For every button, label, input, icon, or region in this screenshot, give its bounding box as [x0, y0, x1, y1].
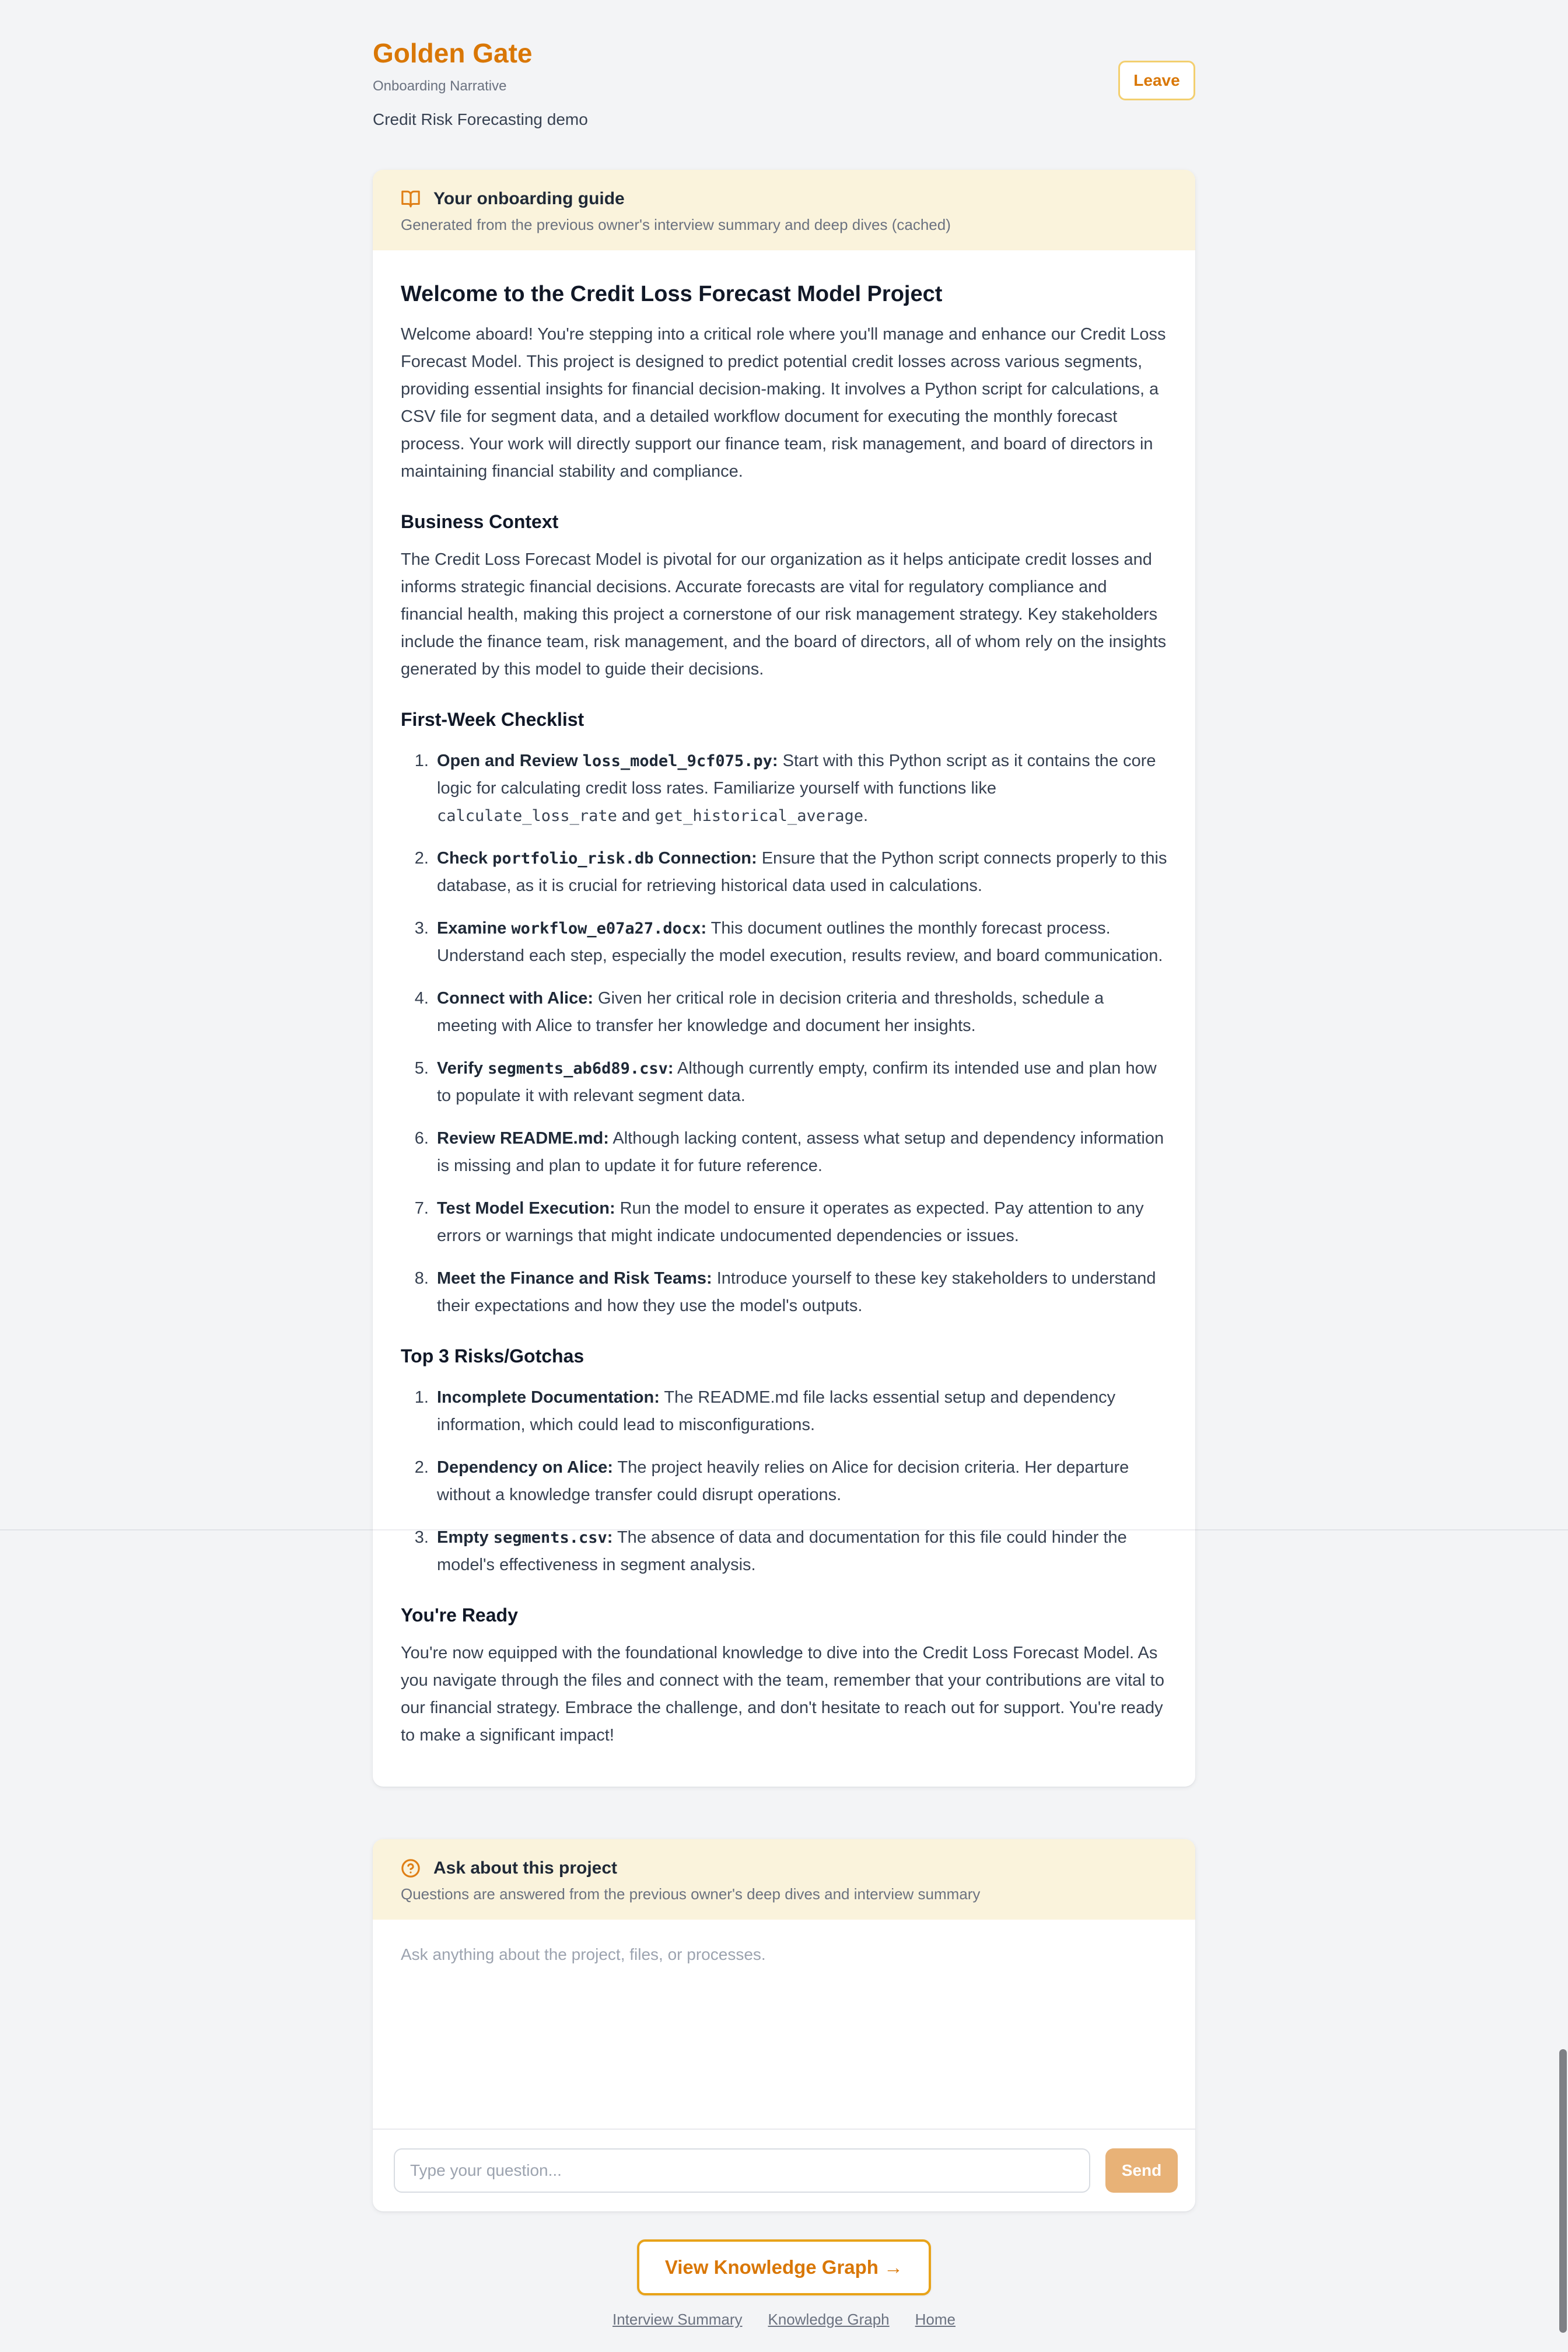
question-input[interactable]	[394, 2148, 1090, 2193]
text-run: Dependency on Alice:	[437, 1458, 613, 1477]
guide-section-heading: You're Ready	[401, 1605, 518, 1626]
guide-list-item	[433, 1454, 1167, 1509]
text-run: segments.csv	[493, 1529, 607, 1547]
text-run: portfolio_risk.db	[492, 850, 654, 868]
text-run: segments_ab6d89.csv	[488, 1060, 668, 1078]
guide-banner-title: Your onboarding guide	[433, 189, 625, 208]
guide-list-item	[433, 747, 1167, 830]
text-run: Examine	[437, 919, 512, 938]
text-run: Although lacking content, assess what setup and dependency information is missing and plan to update it for future reference.	[437, 1129, 1164, 1175]
guide-list-item	[433, 1524, 1167, 1579]
guide-banner-subtitle: Generated from the previous owner's interview summary and deep dives (cached)	[401, 216, 951, 233]
footer-link-home[interactable]: Home	[915, 2311, 956, 2328]
text-run: calculate_loss_rate	[437, 807, 617, 825]
ask-banner	[373, 1839, 1195, 1920]
page-header	[373, 37, 1195, 130]
guide-list-item	[433, 1055, 1167, 1110]
guide-list-item	[433, 1384, 1167, 1439]
text-run: Introduce yourself to these key stakeholders to understand their expectations and how they use the model's outputs.	[437, 1269, 1156, 1315]
guide-paragraph	[401, 546, 1167, 683]
ask-banner-title-row	[401, 1858, 1167, 1879]
text-run: The README.md file lacks essential setup and dependency information, which could lead to misconfigurations.	[437, 1388, 1116, 1434]
guide-list-item	[433, 845, 1167, 900]
text-run: :	[772, 752, 778, 770]
guide-list-item	[433, 1195, 1167, 1250]
guide-paragraph	[401, 321, 1167, 485]
guide-list-item	[433, 1265, 1167, 1320]
chat-empty-state: Ask anything about the project, files, or processes.	[401, 1945, 766, 1963]
text-run: loss_model_9cf075.py	[582, 752, 772, 770]
guide-list	[401, 1384, 1167, 1579]
guide-section-heading: Welcome to the Credit Loss Forecast Model Project	[401, 282, 943, 306]
guide-section-heading: Top 3 Risks/Gotchas	[401, 1346, 584, 1367]
guide-list	[401, 747, 1167, 1320]
text-run: Incomplete Documentation:	[437, 1388, 660, 1407]
footer-link-knowledge-graph[interactable]: Knowledge Graph	[768, 2311, 890, 2328]
text-run: Connect with Alice:	[437, 989, 593, 1008]
question-input-row	[373, 2129, 1195, 2211]
footer-links	[373, 2311, 1195, 2352]
content-column	[373, 0, 1195, 2352]
text-run: :	[607, 1528, 613, 1547]
ask-banner-subtitle: Questions are answered from the previous owner's deep dives and interview summary	[401, 1885, 981, 1903]
leave-button[interactable]: Leave	[1118, 61, 1195, 100]
guide-list-item	[433, 915, 1167, 970]
text-run: Welcome aboard! You're stepping into a critical role where you'll manage and enhance our Credit Loss Forecast Model. This project is designed to predict potential credit losses across various segments, providing essential insights for financial decision-making. It involves a Python script for calculations, a CSV file for segment data, and a detailed workflow document for executing the monthly forecast process. Your work will directly support our finance team, risk management, and board of directors in maintaining financial stability and compliance.	[401, 325, 1166, 481]
scrollbar-thumb[interactable]	[1559, 2049, 1567, 2333]
ask-banner-title: Ask about this project	[433, 1858, 618, 1878]
text-run: :	[701, 919, 707, 938]
guide-paragraph	[401, 1640, 1167, 1749]
view-knowledge-graph-button[interactable]: View Knowledge Graph →	[637, 2239, 931, 2295]
text-run: .	[863, 806, 869, 825]
text-run: The absence of data and documentation for this file could hinder the model's effectiveness in segment analysis.	[437, 1528, 1127, 1574]
onboarding-guide-card	[373, 170, 1195, 1787]
text-run: and	[617, 806, 655, 825]
text-run: Meet the Finance and Risk Teams:	[437, 1269, 712, 1288]
text-run: Run the model to ensure it operates as expected. Pay attention to any errors or warnings that might indicate undocumented dependencies or issues.	[437, 1199, 1144, 1245]
text-run: The Credit Loss Forecast Model is pivotal for our organization as it helps anticipate credit losses and informs strategic financial decisions. Accurate forecasts are vital for regulatory compliance and financial health, making this project a cornerstone of our risk management strategy. Key stakeholders include the finance team, risk management, and the board of directors, all of whom rely on the insights generated by this model to guide their decisions.	[401, 550, 1167, 679]
text-run: Although currently empty, confirm its intended use and plan how to populate it with relevant segment data.	[437, 1059, 1157, 1105]
text-run: workflow_e07a27.docx	[511, 920, 701, 938]
guide-banner	[373, 170, 1195, 250]
guide-banner-title-row	[401, 188, 1167, 209]
text-run: Review README.md:	[437, 1129, 609, 1148]
brand-title: Golden Gate	[373, 38, 533, 68]
guide-section-heading: First-Week Checklist	[401, 709, 584, 730]
book-open-icon	[401, 189, 421, 209]
text-run: Empty	[437, 1528, 494, 1547]
text-run: This document outlines the monthly forecast process. Understand each step, especially the model execution, results review, and board communication.	[437, 919, 1163, 965]
text-run: The project heavily relies on Alice for decision criteria. Her departure without a knowledge transfer could disrupt operations.	[437, 1458, 1129, 1504]
guide-list-item	[433, 1125, 1167, 1180]
text-run: Test Model Execution:	[437, 1199, 615, 1218]
text-run: Connection:	[653, 849, 757, 868]
ask-project-card	[373, 1839, 1195, 2211]
help-circle-icon	[401, 1858, 421, 1878]
guide-section-heading: Business Context	[401, 511, 559, 532]
footer-link-interview-summary[interactable]: Interview Summary	[612, 2311, 743, 2328]
text-run: Open and Review	[437, 752, 583, 770]
text-run: Given her critical role in decision criteria and thresholds, schedule a meeting with Alice to transfer her knowledge and document her insights.	[437, 989, 1104, 1035]
text-run: Start with this Python script as it contains the core logic for calculating credit loss rates. Familiarize yourself with functions like	[437, 752, 1156, 798]
guide-list-item	[433, 985, 1167, 1040]
project-title: Credit Risk Forecasting demo	[373, 110, 588, 128]
text-run: You're now equipped with the foundational knowledge to dive into the Credit Loss Forecast Model. As you navigate through the files and connect with the team, remember that your contributions are vital to our financial strategy. Embrace the challenge, and don't hesitate to reach out for support. You're ready to make a significant impact!	[401, 1644, 1164, 1745]
text-run: get_historical_average	[654, 807, 863, 825]
send-button[interactable]: Send	[1105, 2148, 1178, 2193]
guide-body	[373, 250, 1195, 1787]
text-run: Ensure that the Python script connects properly to this database, as it is crucial for retrieving historical data used in calculations.	[437, 849, 1167, 895]
text-run: Verify	[437, 1059, 488, 1078]
text-run: Check	[437, 849, 493, 868]
text-run: :	[667, 1059, 674, 1078]
app-subtitle: Onboarding Narrative	[373, 78, 507, 94]
